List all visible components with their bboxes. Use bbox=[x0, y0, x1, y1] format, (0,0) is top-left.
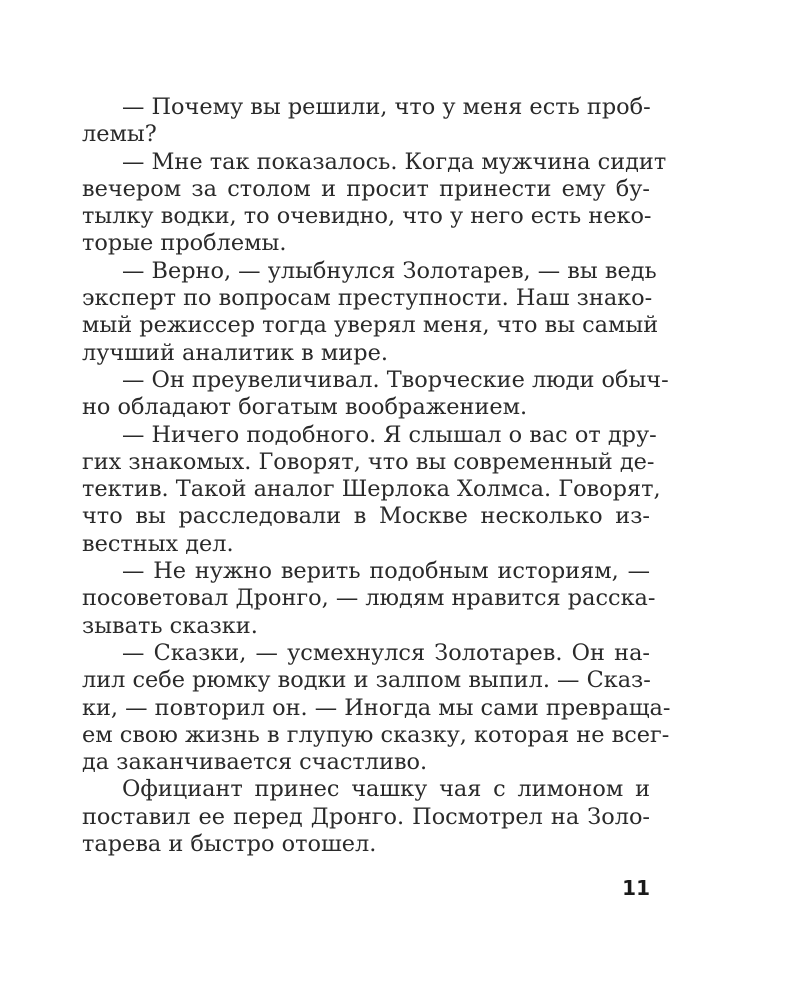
text-line: торые проблемы. bbox=[82, 230, 287, 257]
text-line: посоветовал Дронго, — людям нравится расска- bbox=[82, 585, 656, 612]
text-line: но обладают богатым воображением. bbox=[82, 394, 528, 421]
text-line: вечером за столом и просит принести ему бу- bbox=[82, 175, 650, 202]
text-line: — Верно, — улыбнулся Золотарев, — вы ведь bbox=[122, 257, 657, 284]
text-line: тектив. Такой аналог Шерлока Холмса. Говорят, bbox=[82, 476, 661, 503]
text-line: тылку водки, то очевидно, что у него есть неко- bbox=[82, 203, 652, 230]
text-line: — Он преувеличивал. Творческие люди обыч- bbox=[122, 366, 669, 393]
text-line: — Мне так показалось. Когда мужчина сидит bbox=[122, 148, 667, 175]
text-line: Официант принес чашку чая с лимоном и bbox=[122, 776, 650, 803]
text-line: да заканчивается счастливо. bbox=[82, 749, 428, 776]
body-text bbox=[82, 94, 671, 858]
text-line: — Сказки, — усмехнулся Золотарев. Он на- bbox=[122, 639, 650, 666]
text-line: поставил ее перед Дронго. Посмотрел на Золо- bbox=[82, 803, 650, 830]
text-line: ки, — повторил он. — Иногда мы сами превраща- bbox=[82, 694, 671, 721]
text-line: лемы? bbox=[82, 121, 157, 148]
page-number: 11 bbox=[622, 876, 650, 900]
text-line: — Ничего подобного. Я слышал о вас от дру- bbox=[122, 421, 657, 448]
text-line: вестных дел. bbox=[82, 530, 234, 557]
text-line: мый режиссер тогда уверял меня, что вы самый bbox=[82, 312, 659, 339]
text-line: — Не нужно верить подобным историям, — bbox=[122, 558, 650, 585]
text-line: лучший аналитик в мире. bbox=[82, 339, 388, 366]
text-line: что вы расследовали в Москве несколько из- bbox=[82, 503, 650, 530]
text-line: тарева и быстро отошел. bbox=[82, 831, 377, 858]
text-line: лил себе рюмку водки и залпом выпил. — Сказ- bbox=[82, 667, 651, 694]
text-line: гих знакомых. Говорят, что вы современный де- bbox=[82, 448, 655, 475]
text-line: — Почему вы решили, что у меня есть проб- bbox=[122, 94, 651, 120]
text-line: ем свою жизнь в глупую сказку, которая не всег- bbox=[82, 721, 670, 748]
text-line: эксперт по вопросам преступности. Наш знако- bbox=[82, 285, 653, 312]
text-line: зывать сказки. bbox=[82, 612, 258, 639]
